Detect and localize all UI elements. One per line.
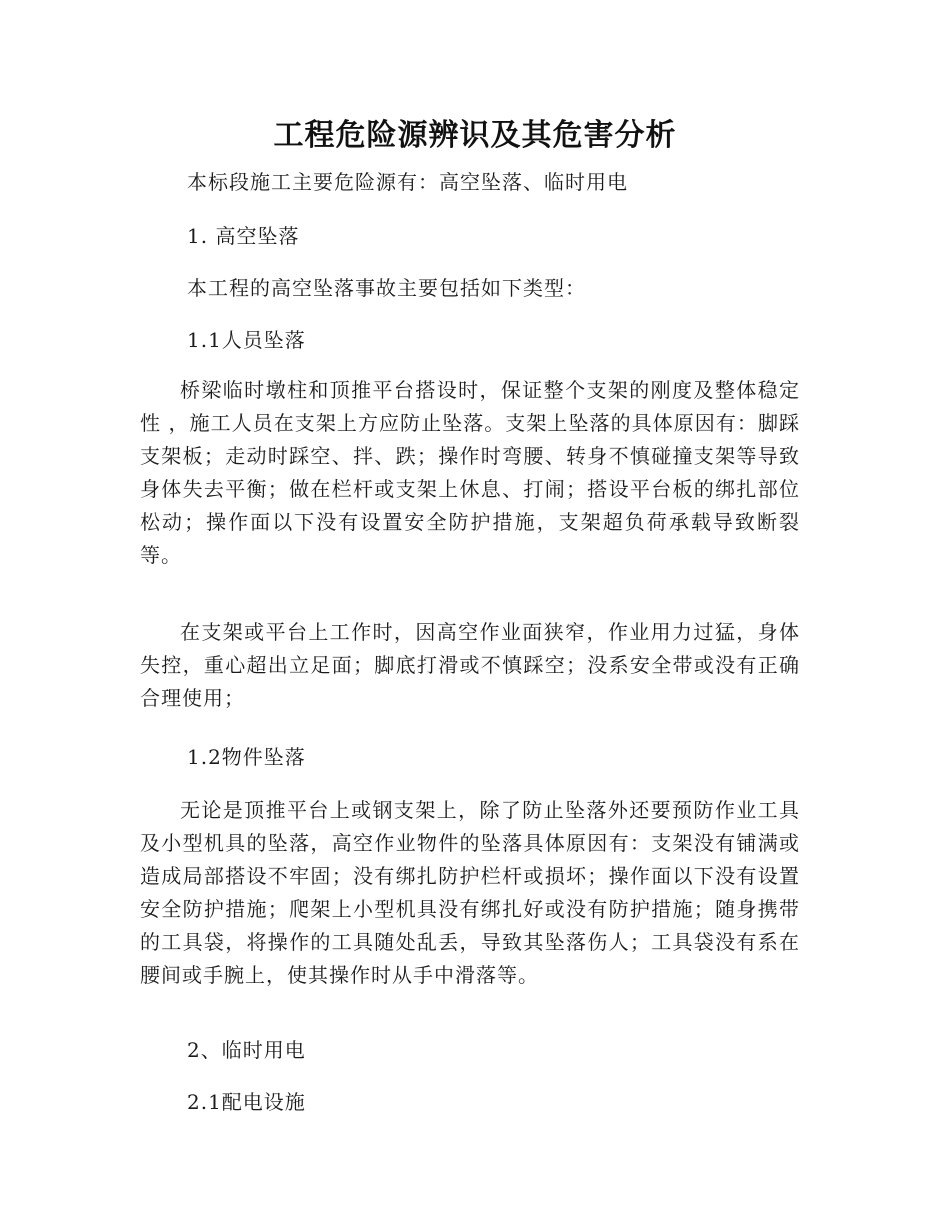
section-1-1-heading: 1.1人员坠落 bbox=[187, 328, 306, 352]
document-title: 工程危险源辨识及其危害分析 bbox=[273, 118, 677, 153]
section-1-1-paragraph-1: 桥梁临时墩柱和顶推平台搭设时，保证整个支架的刚度及整体稳定性 ，施工人员在支架上方应防止坠落。支架上坠落的具体原因有：脚踩支架板；走动时踩空、拌、跌；操作时弯腰、转身不慎碰撞支架等导致身体失去平衡；做在栏杆或支架上休息、打闹；搭设平台板的绑扎部位松动；操作面以下没有设置安全防护措施，支架超负荷承载导致断裂等。 bbox=[140, 378, 800, 567]
section-1-intro: 本工程的高空坠落事故主要包括如下类型： bbox=[187, 276, 586, 300]
section-2-1-heading: 2.1配电设施 bbox=[187, 1090, 306, 1114]
intro-line: 本标段施工主要危险源有：高空坠落、临时用电 bbox=[187, 170, 628, 194]
section-2-heading: 2、临时用电 bbox=[187, 1038, 306, 1062]
section-1-heading: 1. 高空坠落 bbox=[187, 224, 300, 248]
section-1-2-paragraph-1: 无论是顶推平台上或钢支架上，除了防止坠落外还要预防作业工具及小型机具的坠落，高空作业物件的坠落具体原因有：支架没有铺满或造成局部搭设不牢固；没有绑扎防护栏杆或损坏；操作面以下没有设置安全防护措施；爬架上小型机具没有绑扎好或没有防护措施；随身携带的工具袋，将操作的工具随处乱丢，导致其坠落伤人；工具袋没有系在腰间或手腕上，使其操作时从手中滑落等。 bbox=[140, 798, 800, 987]
section-1-1-paragraph-2: 在支架或平台上工作时，因高空作业面狭窄，作业用力过猛，身体失控，重心超出立足面；脚底打滑或不慎踩空；没系安全带或没有正确合理使用； bbox=[140, 620, 800, 710]
section-1-2-heading: 1.2物件坠落 bbox=[187, 745, 306, 769]
